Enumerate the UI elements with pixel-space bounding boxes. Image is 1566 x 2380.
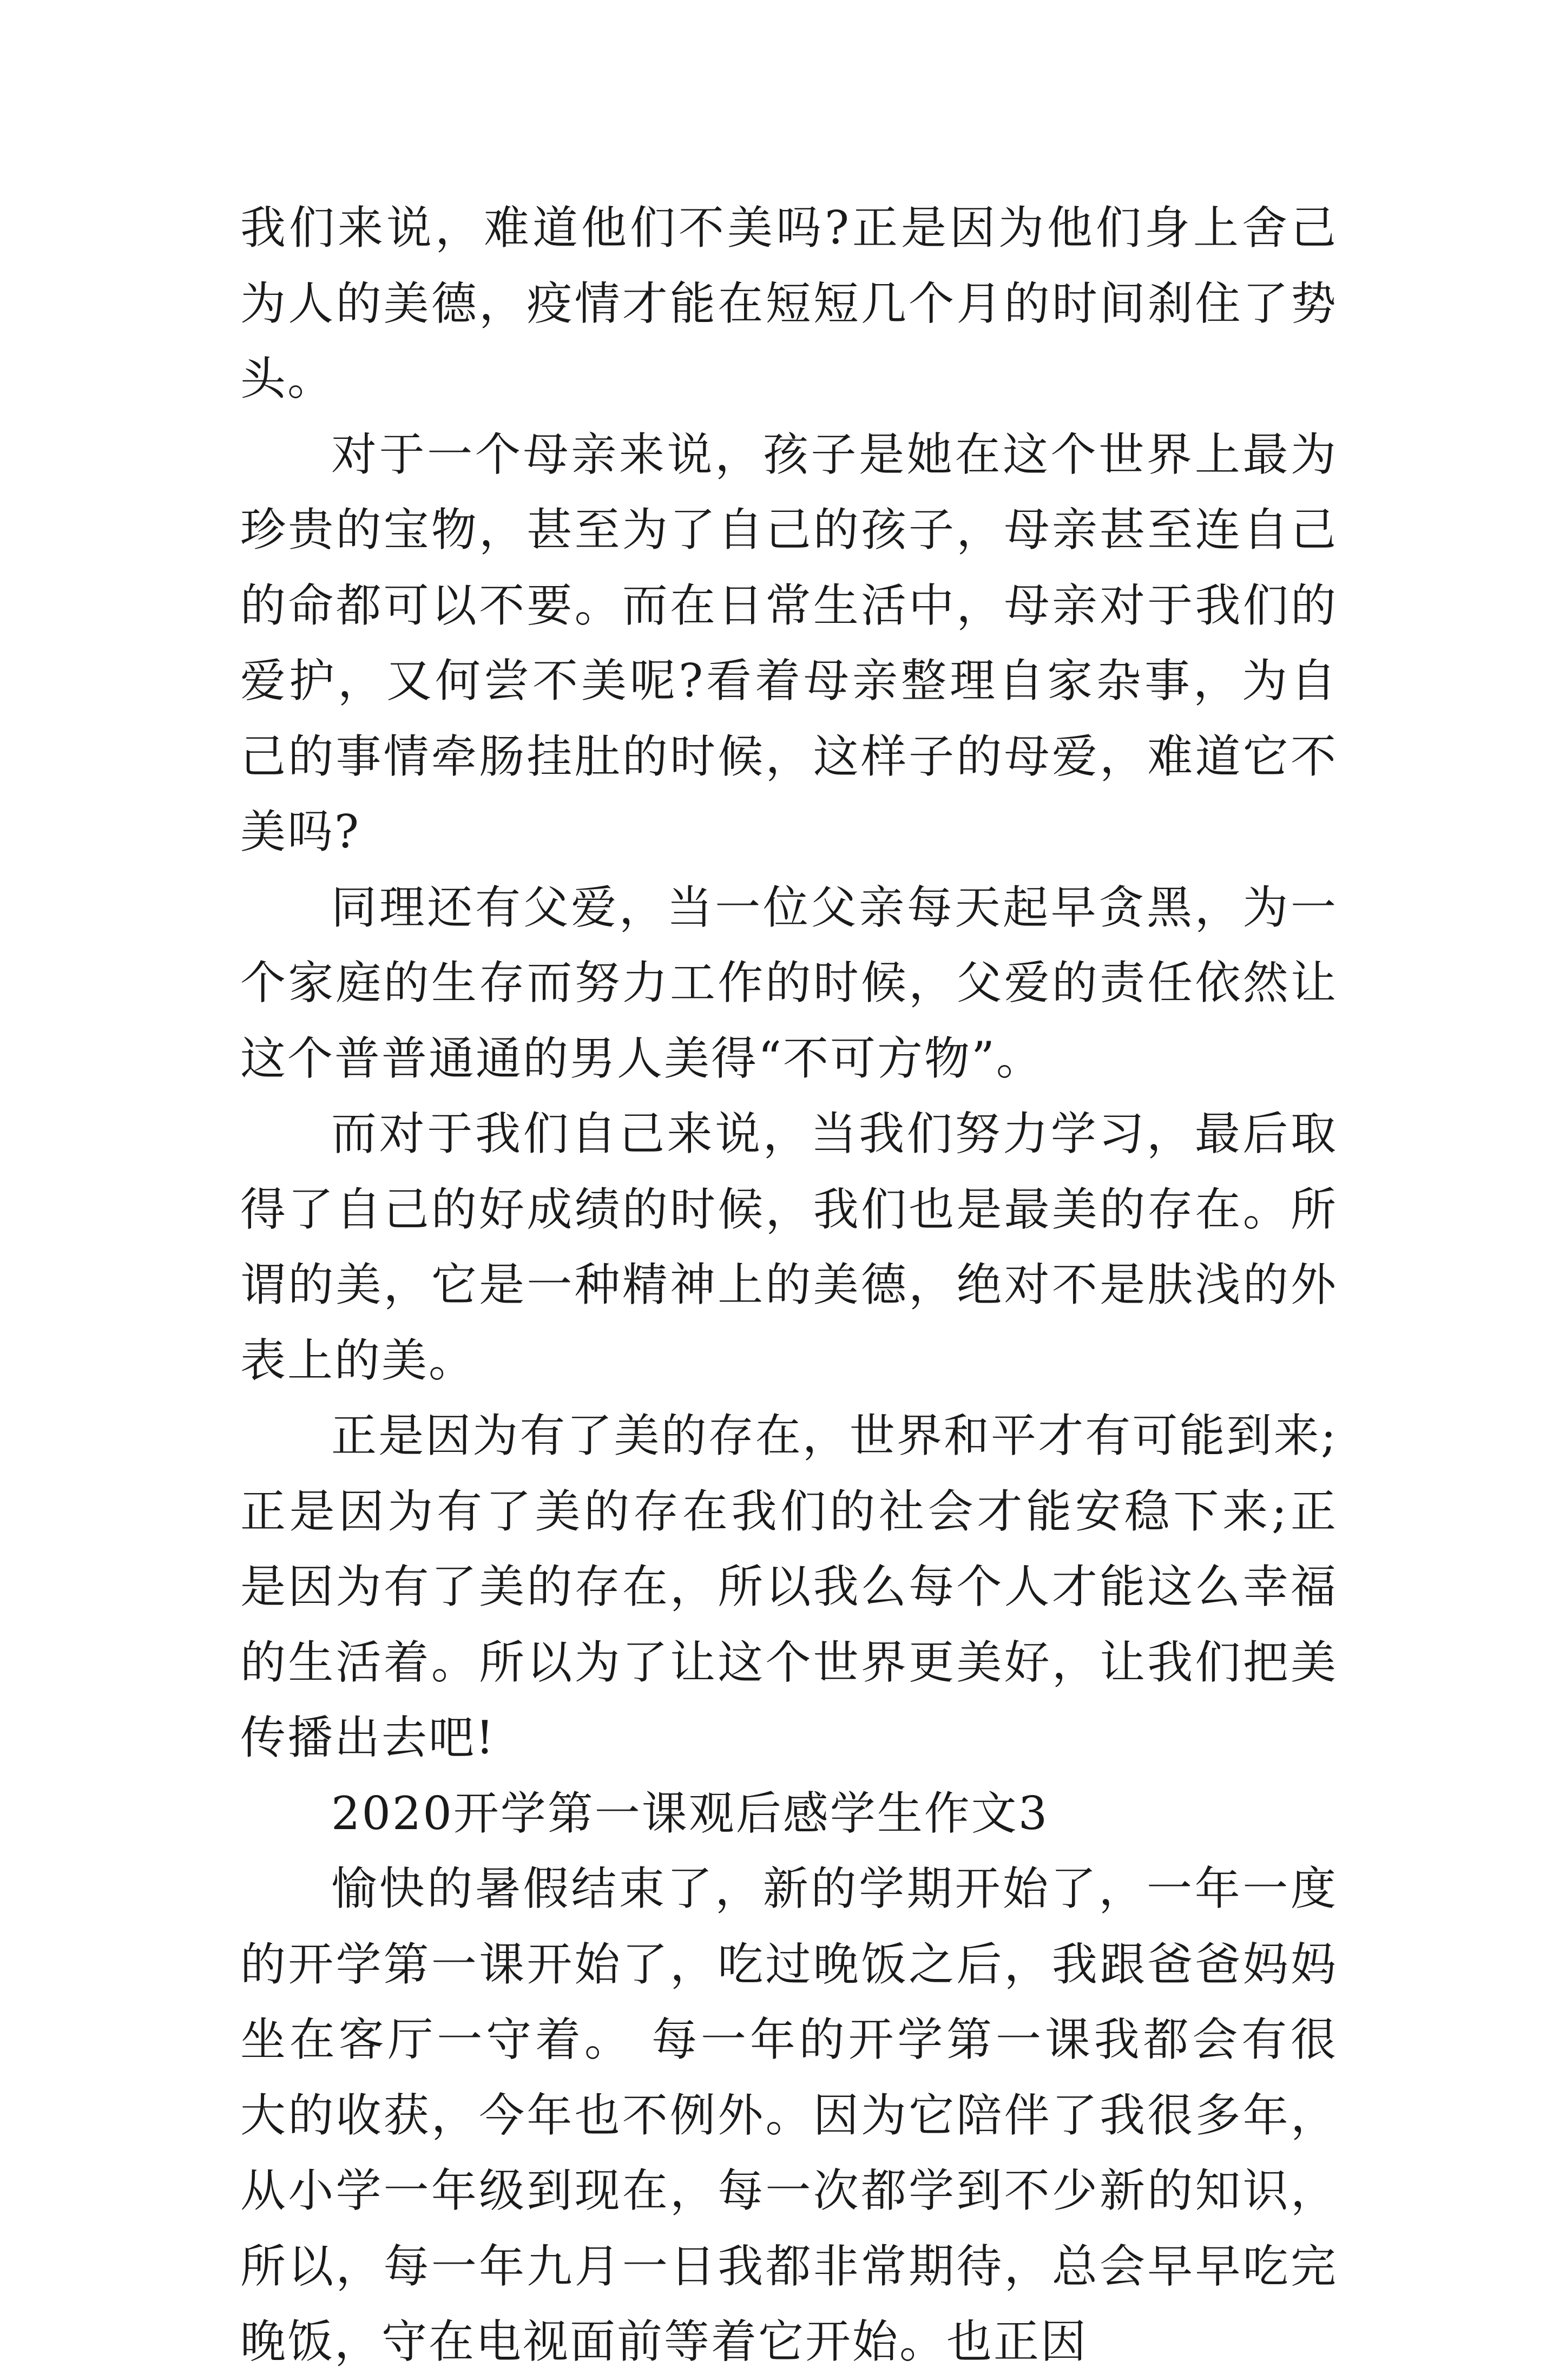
document-body	[240, 190, 1338, 2380]
paragraph-4: 而对于我们自己来说，当我们努力学习，最后取得了自己的好成绩的时候，我们也是最美的存在。所谓的美，它是一种精神上的美德，绝对不是肤浅的外表上的美。	[240, 1107, 1338, 1387]
paragraph-5: 正是因为有了美的存在，世界和平才有可能到来;正是因为有了美的存在我们的社会才能安稳下来;正是因为有了美的存在，所以我么每个人才能这么幸福的生活着。所以为了让这个世界更美好，让我们把美传播出去吧!	[240, 1409, 1338, 1764]
paragraph-3: 同理还有父爱，当一位父亲每天起早贪黑，为一个家庭的生存而努力工作的时候，父爱的责任依然让这个普普通通的男人美得“不可方物”。	[240, 880, 1338, 1085]
paragraph-6: 愉快的暑假结束了，新的学期开始了，一年一度的开学第一课开始了，吃过晚饭之后，我跟爸爸妈妈坐在客厅一守着。 每一年的开学第一课我都会有很大的收获，今年也不例外。因为它陪伴了我很多年，从小学一年级到现在，每一次都学到不少新的知识，所以，每一年九月一日我都非常期待，总会早早吃完晚饭，守在电视面前等着它开始。也正因	[240, 1862, 1338, 2368]
paragraph-2: 对于一个母亲来说，孩子是她在这个世界上最为珍贵的宝物，甚至为了自己的孩子，母亲甚至连自己的命都可以不要。而在日常生活中，母亲对于我们的爱护，又何尝不美呢?看着母亲整理自家杂事，为自己的事情牵肠挂肚的时候，这样子的母爱，难道它不美吗?	[240, 428, 1338, 858]
paragraph-1: 我们来说，难道他们不美吗?正是因为他们身上舍己为人的美德，疫情才能在短短几个月的时间刹住了势头。	[240, 201, 1338, 405]
section-heading: 2020开学第一课观后感学生作文3	[331, 1786, 1049, 1840]
